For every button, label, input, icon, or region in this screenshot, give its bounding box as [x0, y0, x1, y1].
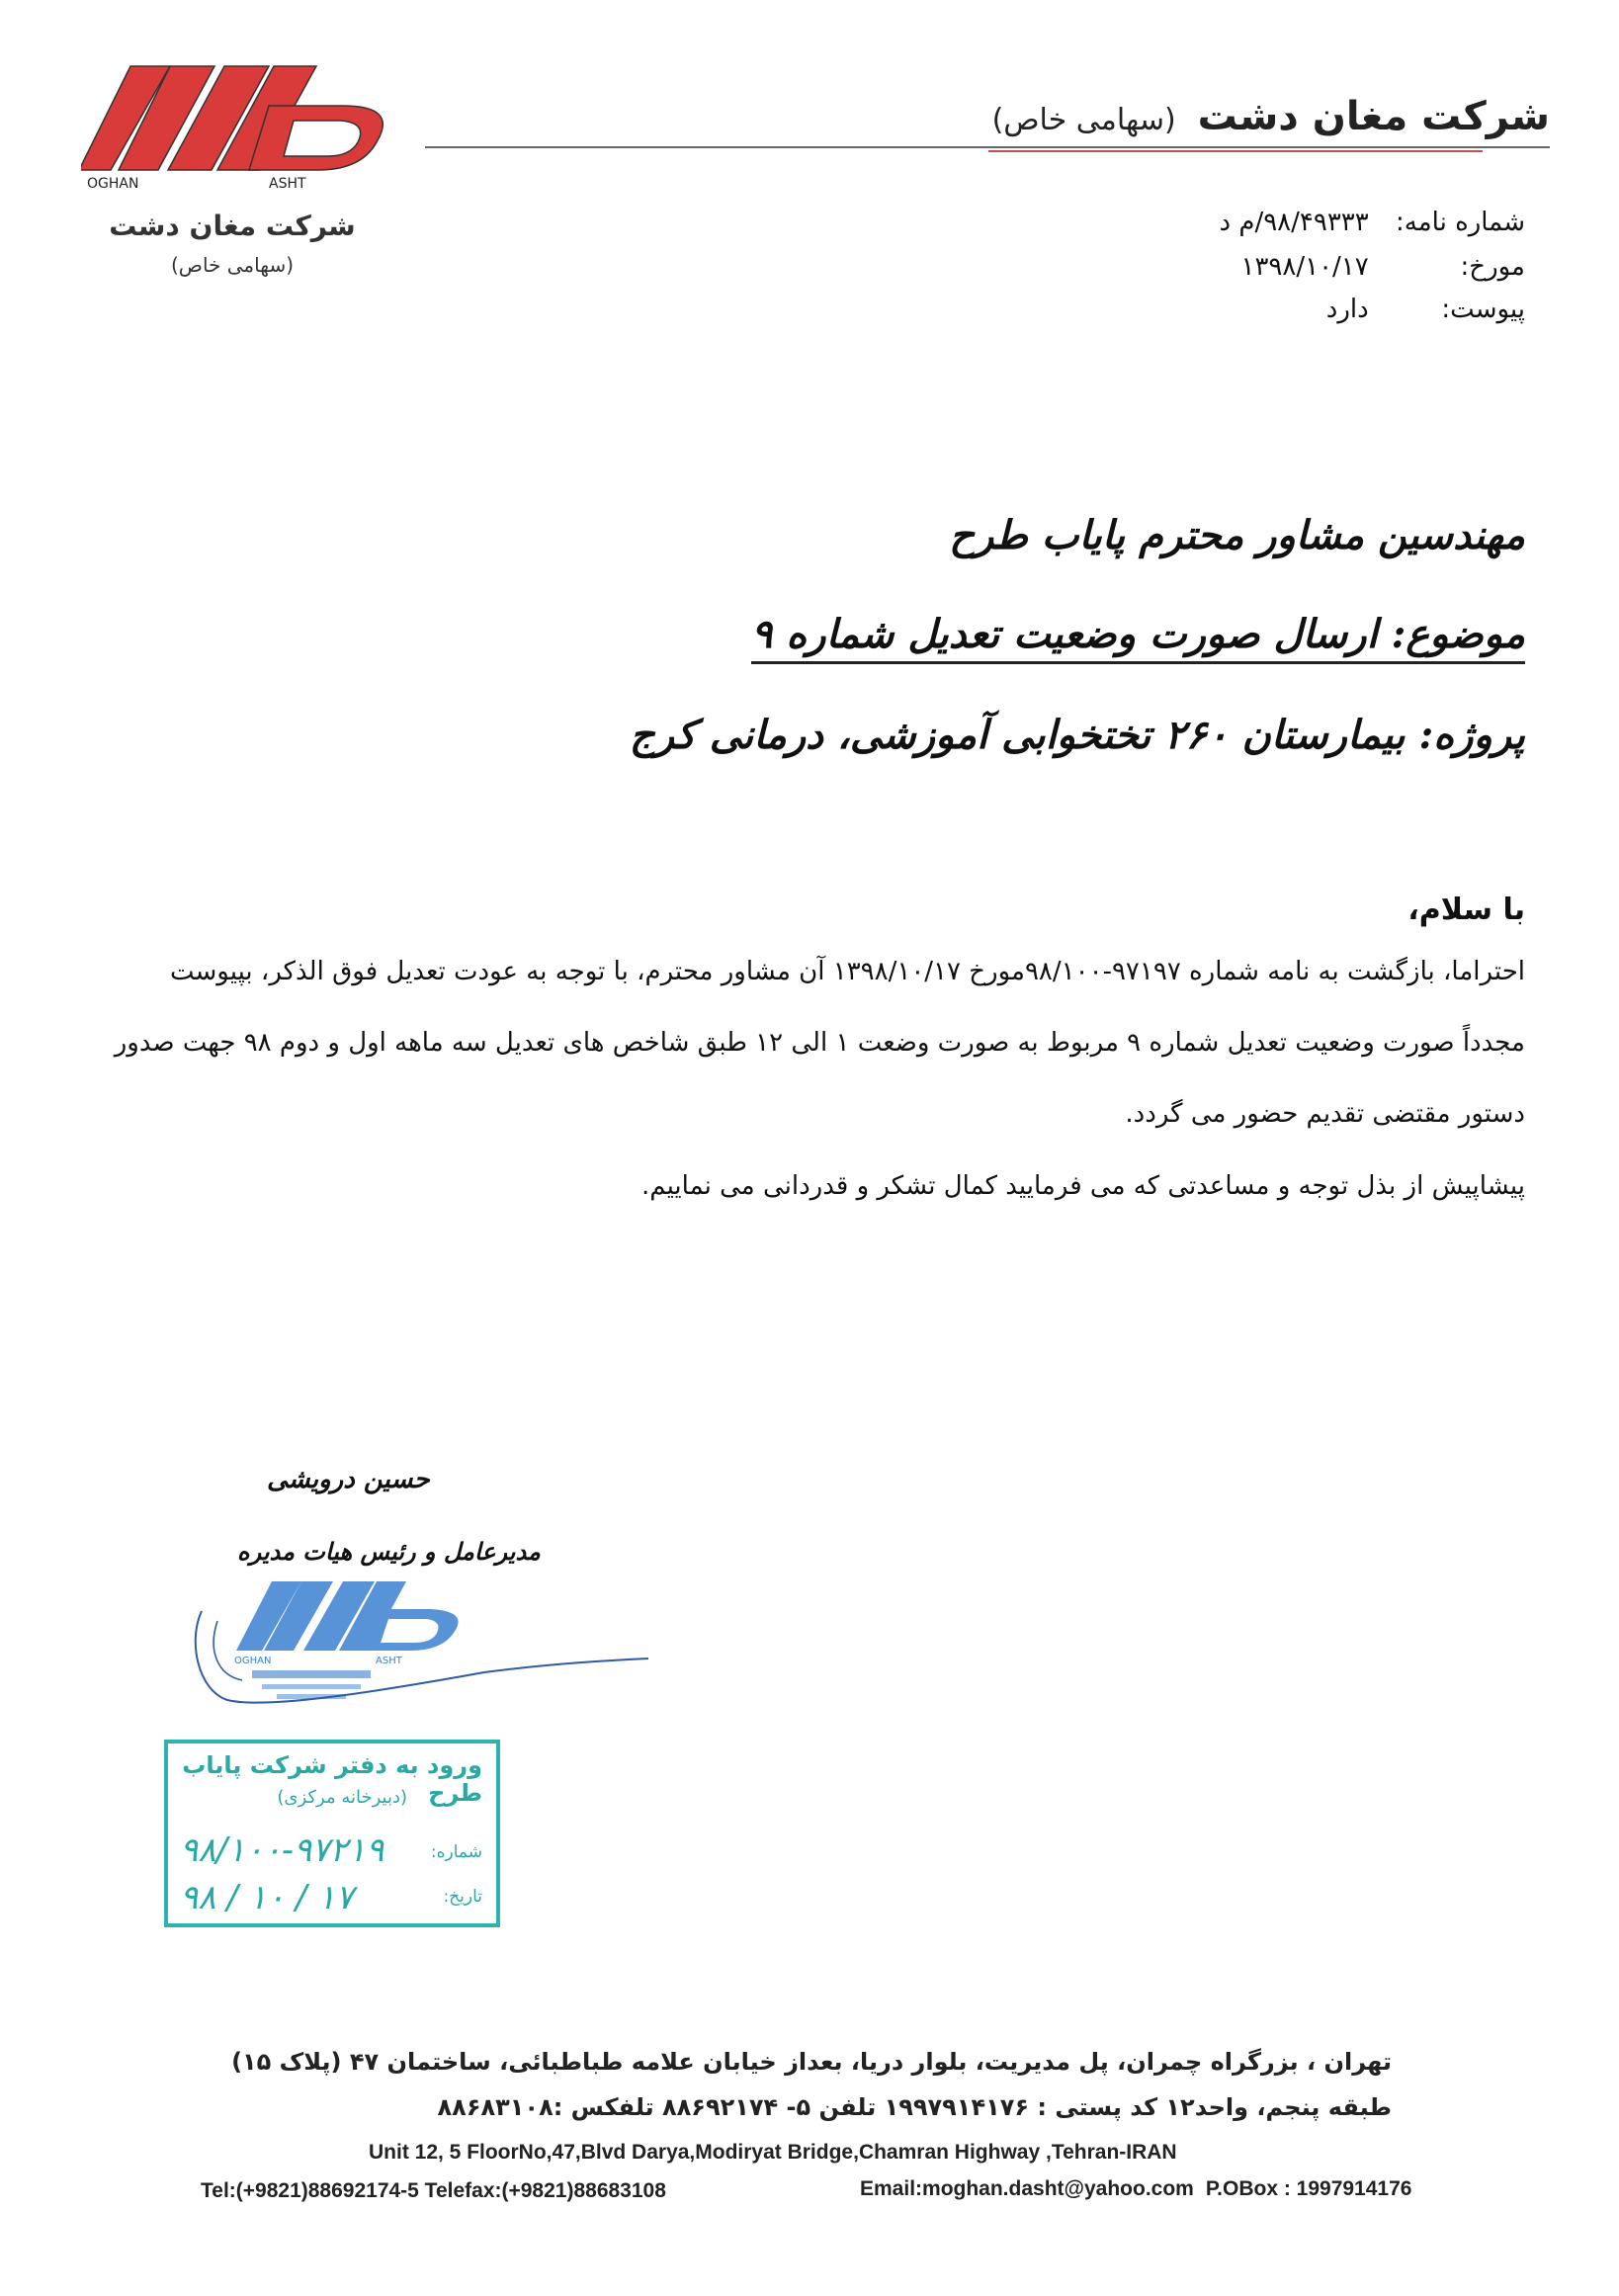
signature-scribble	[188, 1581, 652, 1720]
logo-text-oghan: OGHAN	[87, 176, 139, 192]
body-line: دستور مقتضی تقدیم حضور می گردد.	[1125, 1099, 1525, 1129]
letter-number-value: ۹۸/۴۹۳۳۳/م د	[1219, 208, 1369, 237]
footer-email-pobox	[860, 2177, 1411, 2201]
signatory-name: حسین درویشی	[267, 1465, 430, 1494]
company-title-main: شرکت مغان دشت	[1197, 94, 1550, 139]
receipt-stamp-title: ورود به دفتر شرکت پایاب طرح	[182, 1751, 482, 1807]
logo-text-asht: ASHT	[269, 176, 306, 192]
letter-date	[1240, 252, 1525, 282]
footer-phone-en: Tel:(+9821)88692174-5 Telefax:(+9821)88683108	[201, 2179, 666, 2202]
body-line: مجدداً صورت وضعیت تعدیل شماره ۹ مربوط به صورت وضعت ۱ الی ۱۲ طبق شاخص های تعدیل سه ماهه اول و دوم ۹۸ جهت صدور	[114, 1028, 1525, 1058]
company-logo	[81, 61, 417, 200]
header-accent-divider	[988, 150, 1483, 152]
header-divider	[425, 146, 1550, 148]
body-line: پیشاپیش از بذل توجه و مساعدتی که می فرمایید کمال تشکر و قدردانی می نماییم.	[641, 1171, 1525, 1201]
signatory-title: مدیرعامل و رئیس هیات مدیره	[237, 1537, 541, 1566]
seal-text-asht: ASHT	[376, 1656, 402, 1666]
letter-attachment-value: دارد	[1325, 295, 1369, 324]
body-line: احتراما، بازگشت به نامه شماره ۹۷۱۹۷-۹۸/۱۰۰مورخ ۱۳۹۸/۱۰/۱۷ آن مشاور محترم، با توجه به عودت تعدیل فوق الذکر، بپیوست	[169, 957, 1525, 986]
receipt-number-value: ۹۸/۱۰۰-۹۷۲۱۹	[180, 1830, 384, 1870]
footer-pobox: P.OBox : 1997914176	[1205, 2177, 1412, 2200]
receipt-date-label: تاریخ:	[443, 1887, 482, 1907]
letter-number	[1220, 208, 1525, 237]
seal-text-oghan: OGHAN	[234, 1656, 272, 1666]
receipt-stamp	[164, 1740, 500, 1927]
letter-date-value: ۱۳۹۸/۱۰/۱۷	[1240, 252, 1369, 282]
letter-greeting: با سلام،	[1407, 893, 1525, 927]
letter-attachment-label: پیوست:	[1441, 295, 1525, 324]
logo-company-name: شرکت مغان دشت	[109, 210, 356, 242]
letter-date-label: مورخ:	[1460, 252, 1525, 282]
receipt-stamp-subtitle: (دبیرخانه مرکزی)	[277, 1787, 407, 1808]
letter-project: پروژه: بیمارستان ۲۶۰ تختخوابی آموزشی، درمانی کرج	[629, 712, 1525, 758]
receipt-date-value: ۹۸ / ۱۰ / ۱۷	[180, 1878, 354, 1917]
footer-email: Email:moghan.dasht@yahoo.com	[860, 2177, 1194, 2200]
letter-addressee: مهندسین مشاور محترم پایاب طرح	[949, 512, 1525, 558]
company-title	[992, 94, 1550, 139]
company-title-sub: (سهامی خاص)	[991, 103, 1176, 137]
footer-contact-fa: طبقه پنجم، واحد۱۲ کد پستی : ۱۹۹۷۹۱۴۱۷۶ تلفن ۵- ۸۸۶۹۲۱۷۴ تلفکس :۸۸۶۸۳۱۰۸	[437, 2093, 1392, 2121]
footer-address-fa: تهران ، بزرگراه چمران، پل مدیریت، بلوار دریا، بعداز خیابان علامه طباطبائی، ساختمان ۴۷ (پلاک ۱۵)	[231, 2048, 1392, 2076]
receipt-number-label: شماره:	[430, 1842, 482, 1862]
letter-attachment	[1326, 295, 1525, 324]
letter-number-label: شماره نامه:	[1396, 208, 1525, 237]
logo-company-subtitle: (سهامی خاص)	[170, 253, 295, 277]
footer-address-en: Unit 12, 5 FloorNo,47,Blvd Darya,Modiryat Bridge,Chamran Highway ,Tehran-IRAN	[369, 2141, 1177, 2164]
letter-subject: موضوع: ارسال صورت وضعیت تعدیل شماره ۹	[751, 611, 1525, 664]
